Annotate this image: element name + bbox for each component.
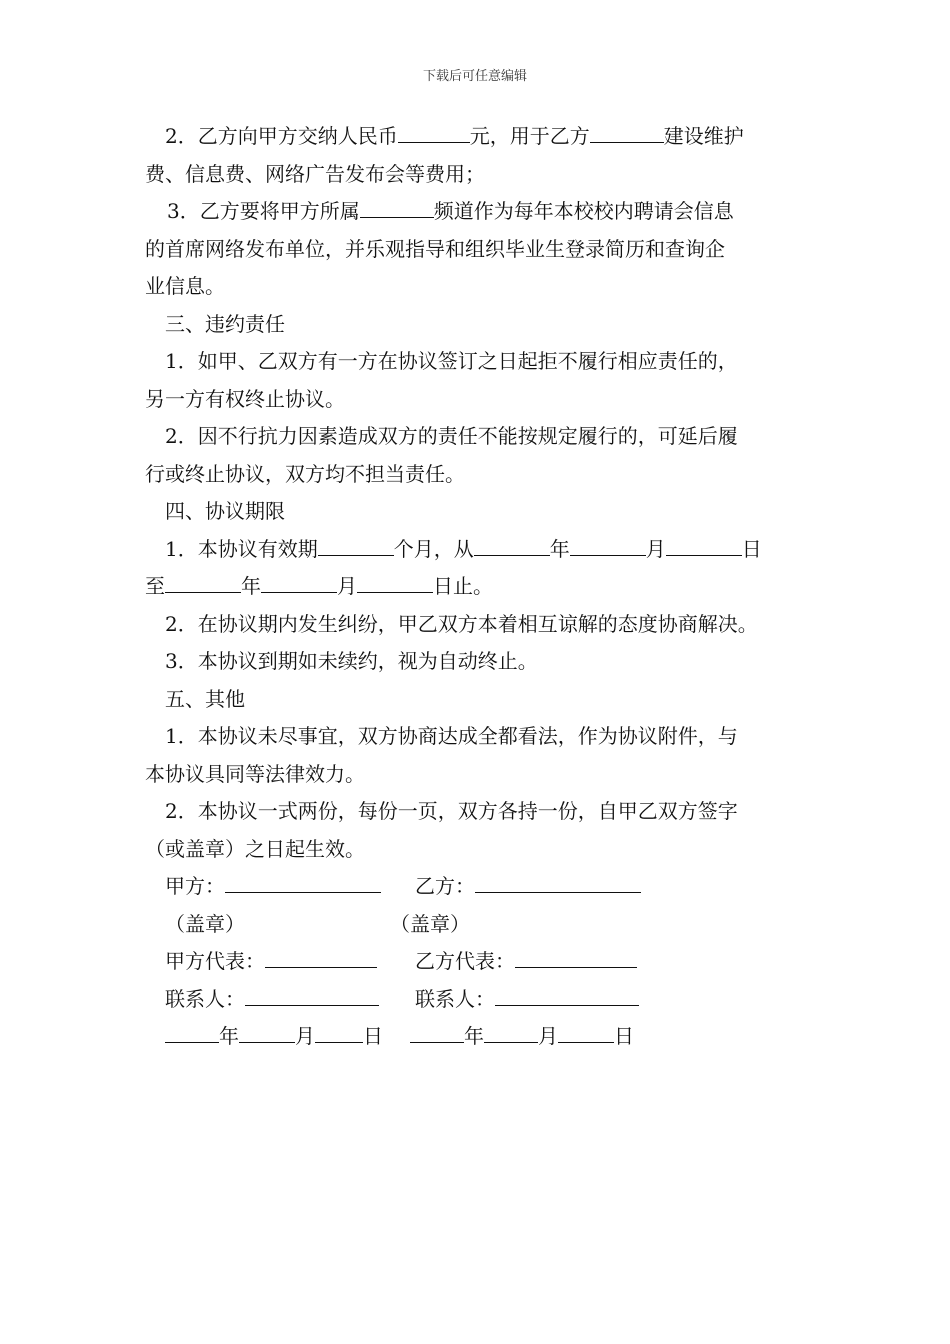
section-3-p2-line-2: 行或终止协议，双方均不担当责任。	[145, 461, 465, 486]
amount-blank	[398, 120, 470, 143]
section-4-p3: 3．本协议到期如未续约，视为自动终止。	[165, 649, 538, 673]
party-b-date: 年 月 日	[410, 1018, 634, 1056]
signature-party-row	[145, 868, 815, 906]
item-blank	[590, 120, 664, 143]
clause-3-line-3: 业信息。	[145, 274, 225, 298]
party-b-rep: 乙方代表：	[415, 943, 637, 981]
section-3-title: 三、违约责任	[165, 311, 285, 336]
party-b-rep-blank	[515, 945, 637, 968]
section-5-p1-line-2: 本协议具同等法律效力。	[145, 761, 365, 786]
section-4-p1-line-1: 1．本协议有效期 个月，从 年 月 日	[145, 531, 815, 569]
signature-rep-row	[145, 943, 815, 981]
end-day-blank	[357, 570, 433, 593]
months-blank	[318, 533, 394, 556]
start-day-blank	[666, 533, 742, 556]
signature-date-row	[145, 1018, 815, 1056]
section-4-title: 四、协议期限	[165, 499, 285, 523]
party-a-rep-blank	[265, 945, 377, 968]
party-b-contact-blank	[495, 983, 639, 1006]
clause-3-line-1: 3．乙方要将甲方所属 频道作为每年本校校内聘请会信息	[145, 193, 815, 231]
party-b-month-blank	[484, 1020, 538, 1043]
party-a-year-blank	[165, 1020, 219, 1043]
party-a-date: 年 月 日	[165, 1018, 383, 1056]
signature-seal-row	[145, 906, 815, 944]
party-b-blank	[475, 870, 641, 893]
end-month-blank	[261, 570, 337, 593]
clause-2-line-2: 费、信息费、网络广告发布会等费用；	[145, 161, 485, 186]
page-header: 下载后可任意编辑	[422, 69, 527, 84]
channel-blank	[360, 195, 434, 218]
section-3-p1-line-2: 另一方有权终止协议。	[145, 386, 345, 411]
section-3-p2-line-1: 2．因不行抗力因素造成双方的责任不能按规定履行的，可延后履	[165, 424, 738, 448]
start-year-blank	[474, 533, 550, 556]
end-year-blank	[165, 570, 241, 593]
party-b-year-blank	[410, 1020, 464, 1043]
section-5-p1-line-1: 1．本协议未尽事宜，双方协商达成全都看法，作为协议附件，与	[165, 724, 738, 748]
party-a-contact-blank	[245, 983, 379, 1006]
party-a-day-blank	[315, 1020, 363, 1043]
start-month-blank	[570, 533, 646, 556]
section-5-title: 五、其他	[165, 686, 245, 711]
section-4-p2: 2．在协议期内发生纠纷，甲乙双方本着相互谅解的态度协商解决。	[165, 611, 758, 636]
party-b-day-blank	[558, 1020, 614, 1043]
section-4-p1-line-2: 至 年 月 日止。	[145, 568, 815, 606]
party-b-contact: 联系人：	[415, 981, 639, 1019]
party-a-month-blank	[239, 1020, 295, 1043]
party-b-signature: 乙方：	[415, 868, 641, 906]
party-a-signature: 甲方：	[165, 868, 381, 906]
party-a-blank	[225, 870, 381, 893]
clause-3-line-2: 的首席网络发布单位，并乐观指导和组织毕业生登录简历和查询企	[145, 236, 725, 261]
agreement-body	[145, 118, 815, 1056]
clause-2-line-1: 2．乙方向甲方交纳人民币 元，用于乙方 建设维护	[145, 118, 815, 156]
section-5-p2-line-1: 2．本协议一式两份，每份一页，双方各持一份，自甲乙双方签字	[165, 799, 738, 823]
party-a-rep: 甲方代表：	[165, 943, 377, 981]
section-3-p1-line-1: 1．如甲、乙双方有一方在协议签订之日起拒不履行相应责任的，	[165, 349, 738, 373]
party-b-seal: （盖章）	[390, 911, 470, 936]
section-5-p2-line-2: （或盖章）之日起生效。	[145, 836, 365, 861]
party-a-seal: （盖章）	[165, 911, 245, 936]
party-a-contact: 联系人：	[165, 981, 379, 1019]
signature-contact-row	[145, 981, 815, 1019]
